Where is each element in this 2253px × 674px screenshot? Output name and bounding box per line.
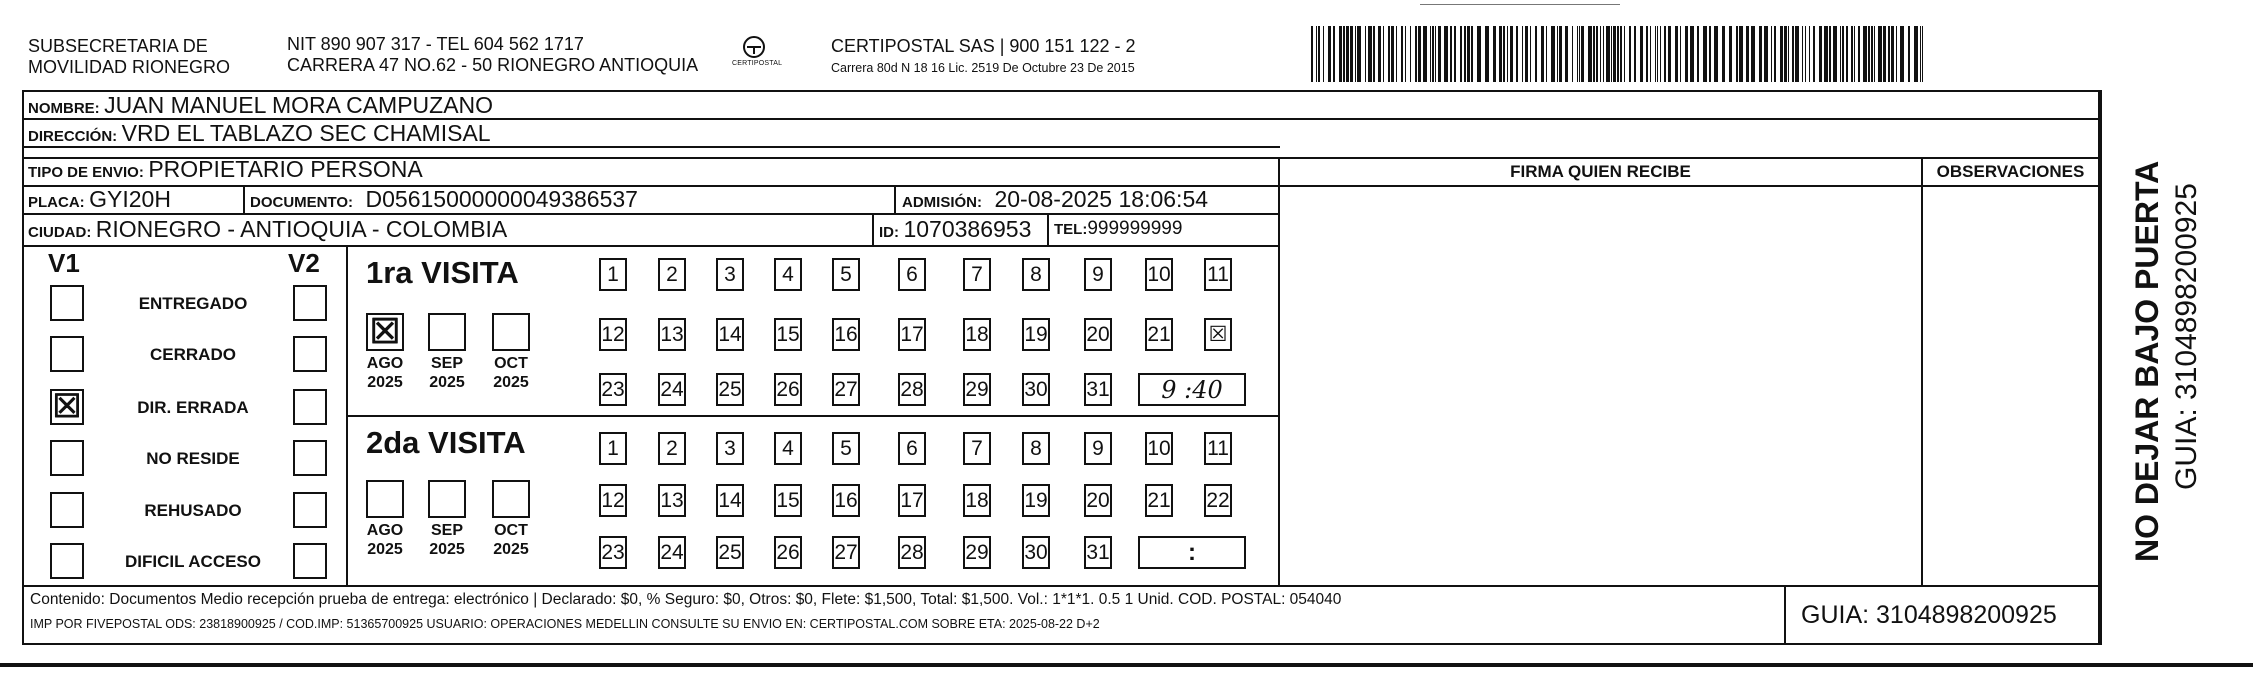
barcode-bar [1690,26,1694,82]
barcode-bar [1646,26,1648,82]
barcode-bar [1430,26,1431,82]
visit1-day-box[interactable]: 13 [658,318,686,351]
org-line-1: SUBSECRETARIA DE [28,36,208,56]
barcode-bar [1438,26,1441,82]
tel-value: 999999999 [1087,218,1183,239]
barcode-bar [1435,26,1436,82]
barcode-bar [1572,26,1573,82]
barcode-bar [1746,26,1749,82]
footer-guia: GUIA: 3104898200925 [1801,601,2057,629]
visit1-time[interactable]: 9 :40 [1138,373,1246,406]
visit1-day-box[interactable]: 24 [658,373,686,406]
visit1-day-box[interactable]: 3 [716,258,744,291]
visit2-month-box[interactable] [428,480,466,518]
barcode-bar [1593,26,1595,82]
barcode-bar [1774,26,1776,82]
side-guia: GUIA: 3104898200925 [2170,183,2203,490]
visit2-day-box[interactable]: 9 [1084,432,1112,465]
barcode-bar [1565,26,1568,82]
barcode-bar [1493,26,1496,82]
status-label: NO RESIDE [146,449,240,468]
org-line-2: MOVILIDAD RIONEGRO [28,57,231,77]
barcode-bar [1863,26,1867,82]
barcode-bar [1788,26,1789,82]
visit2-day-box[interactable]: 20 [1084,484,1112,517]
company-info [831,36,1136,76]
visit1-title: 1ra VISITA [366,255,519,290]
barcode-bar [1722,26,1725,82]
barcode-bar [1874,26,1875,82]
barcode-bar [1739,26,1743,82]
barcode-bar [1464,26,1466,82]
status-v2-checkbox[interactable] [293,440,327,476]
barcode-bar [1507,26,1508,82]
barcode-bar [1846,26,1848,82]
visit2-day-box[interactable]: 4 [774,432,802,465]
barcode-bar [1709,26,1711,82]
visit1-day-box[interactable]: 18 [963,318,991,351]
month-name: OCT [494,522,528,539]
month-name: SEP [430,355,463,372]
visit1-day-box[interactable]: 28 [898,373,926,406]
barcode-bar [1603,26,1604,82]
visit1-day-box[interactable]: 23 [599,373,627,406]
barcode-bar [1503,26,1505,82]
admision-label: ADMISIÓN: [902,194,982,211]
visit2-month-label [357,521,413,559]
visit2-day-box[interactable]: 28 [898,536,926,569]
visit2-day-box[interactable]: 15 [774,484,802,517]
barcode-bar [1600,26,1601,82]
barcode-bar [1405,26,1406,82]
barcode-bar [1460,26,1462,82]
ciudad-label: CIUDAD: [28,224,92,241]
status-v2-checkbox[interactable] [293,389,327,425]
tel-field [1054,215,1182,244]
visit1-day-box[interactable]: 10 [1145,258,1173,291]
barcode-bar [1759,26,1762,82]
barcode-bar [1323,26,1324,82]
logo-text: CERTIPOSTAL [732,60,783,67]
barcode-bar [1383,26,1384,82]
status-v2-checkbox[interactable] [293,336,327,372]
barcode-bar [1581,26,1584,82]
visit2-day-box[interactable]: 22 [1204,484,1232,517]
visit1-day-box[interactable]: 1 [599,258,627,291]
barcode-bar [1657,26,1658,82]
barcode-bar [1510,26,1513,82]
direccion-value: VRD EL TABLAZO SEC CHAMISAL [121,120,491,146]
ciudad-value: RIONEGRO - ANTIOQUIA - COLOMBIA [95,216,508,242]
barcode-bar [1824,26,1828,82]
address-line: CARRERA 47 NO.62 - 50 RIONEGRO ANTIOQUIA [287,55,699,75]
documento-field [250,185,638,217]
month-name: OCT [494,355,528,372]
visit2-month-label [483,521,539,559]
status-v2-checkbox[interactable] [293,492,327,528]
footer-imp: IMP POR FIVEPOSTAL ODS: 23818900925 / COD.IMP: 51365700925 USUARIO: OPERACIONES MEDELLIN CONSULTE SU ENVIO EN: CERTIPOSTAL.COM SOBRE ETA: 2025-08-22 D+2 [30,617,1100,631]
barcode-bar [1664,26,1666,82]
barcode-bar [1655,26,1656,82]
footer-contenido: Contenido: Documentos Medio recepción prueba de entrega: electrónico | Declarado: $0, % Seguro: $0, Otros: $0, Flete: $1,500, Total: $1,500. Vol.: 1*1*1. 0.5 1 Unid. COD. POSTAL: 054040 [30,591,1342,608]
barcode-bar [1557,26,1558,82]
visit2-day-box[interactable]: 21 [1145,484,1173,517]
visit1-month-box[interactable] [492,313,530,351]
barcode-bar [1833,26,1837,82]
visit1-day-box[interactable]: 25 [716,373,744,406]
status-v1-checkbox[interactable] [50,492,84,528]
barcode-bar [1346,26,1349,82]
visit2-month-box[interactable] [492,480,530,518]
company-line: CERTIPOSTAL SAS | 900 151 122 - 2 [831,36,1136,56]
status-label: ENTREGADO [138,294,248,313]
visit1-day-box[interactable]: 12 [599,318,627,351]
visit1-day-box[interactable]: 16 [832,318,860,351]
barcode-bar [1525,26,1528,82]
visit2-day-box[interactable]: 29 [963,536,991,569]
barcode-bar [1792,26,1794,82]
barcode-bar [1703,26,1707,82]
visit2-day-box[interactable]: 31 [1084,536,1112,569]
barcode-bar [1343,26,1345,82]
license-line: Carrera 80d N 18 16 Lic. 2519 De Octubre 23 De 2015 [831,61,1135,75]
barcode-bar [1660,26,1661,82]
no-dejar-bajo-puerta: NO DEJAR BAJO PUERTA [2129,160,2165,562]
visit1-day-box[interactable]: ☒ [1204,318,1232,351]
barcode-bar [1596,26,1598,82]
barcode-bar [1829,26,1831,82]
barcode-bar [1840,26,1841,82]
visit1-day-box[interactable]: 29 [963,373,991,406]
visit2-day-box[interactable]: 1 [599,432,627,465]
bottom-shadow-rule [0,663,2253,667]
barcode-bar [1613,26,1616,82]
nombre-label: NOMBRE: [28,100,100,117]
barcode-bar [1339,26,1342,82]
tel-label: TEL: [1054,221,1088,238]
barcode-bar [1588,26,1592,82]
month-name: AGO [366,522,404,539]
barcode-bar [1432,26,1434,82]
visit2-day-box[interactable]: 25 [716,536,744,569]
visit2-title: 2da VISITA [366,425,526,460]
barcode-bar [1629,26,1631,82]
documento-label: DOCUMENTO: [250,194,354,211]
visit2-day-box[interactable]: 30 [1022,536,1050,569]
visit2-day-box[interactable]: 3 [716,432,744,465]
tipo-envio-field [28,155,423,187]
status-label: CERRADO [150,345,236,364]
visit1-day-box[interactable]: 2 [658,258,686,291]
visit1-month-label [483,354,539,392]
barcode-bar [1499,26,1502,82]
status-label: REHUSADO [144,501,242,520]
barcode-bar [1551,26,1555,82]
barcode-bar [1620,26,1622,82]
status-label: DIR. ERRADA [137,398,249,417]
visit1-month-box[interactable] [428,313,466,351]
barcode-bar [1546,26,1547,82]
visit1-day-box[interactable]: 14 [716,318,744,351]
barcode-bar [1423,26,1427,82]
barcode-bar [1530,26,1531,82]
placa-value: GYI20H [89,186,171,212]
visit2-day-box[interactable]: 13 [658,484,686,517]
visit2-day-box[interactable]: 7 [963,432,991,465]
visit1-day-box[interactable]: 4 [774,258,802,291]
barcode-bar [1328,26,1331,82]
barcode-bar [1764,26,1768,82]
barcode [1311,26,1927,82]
visit2-day-box[interactable]: 23 [599,536,627,569]
visit1-month-label [419,354,475,392]
visit1-month-box[interactable]: ☒ [366,313,404,351]
visit2-day-box[interactable]: 18 [963,484,991,517]
admision-field [902,185,1208,217]
visit2-day-box[interactable]: 2 [658,432,686,465]
visit1-day-box[interactable]: 15 [774,318,802,351]
barcode-bar [1535,26,1537,82]
month-year: 2025 [429,374,465,391]
barcode-bar [1316,26,1317,82]
barcode-bar [1858,26,1860,82]
barcode-bar [1896,26,1897,82]
barcode-bar [1365,26,1366,82]
barcode-bar [1541,26,1544,82]
barcode-bar [1373,26,1375,82]
visit2-day-box[interactable]: 8 [1022,432,1050,465]
barcode-bar [1680,26,1681,82]
visit2-day-box[interactable]: 16 [832,484,860,517]
barcode-bar [1809,26,1810,82]
visit2-day-box[interactable]: 5 [832,432,860,465]
visit1-day-box[interactable]: 11 [1204,258,1232,291]
visit1-day-box[interactable]: 6 [898,258,926,291]
barcode-bar [1579,26,1580,82]
placa-label: PLACA: [28,194,85,211]
barcode-bar [1350,26,1353,82]
barcode-bar [1908,26,1910,82]
id-value: 1070386953 [903,216,1032,242]
month-year: 2025 [367,374,403,391]
visit2-day-box[interactable]: 11 [1204,432,1232,465]
direccion-label: DIRECCIÓN: [28,128,118,145]
visit1-month-label [357,354,413,392]
barcode-bar [1454,26,1456,82]
barcode-bar [1922,26,1923,82]
month-name: AGO [366,355,404,372]
status-v2-checkbox[interactable] [293,543,327,579]
barcode-bar [1900,26,1904,82]
visit2-day-box[interactable]: 10 [1145,432,1173,465]
firma-area[interactable] [1280,186,1920,584]
visit2-time[interactable]: : [1138,536,1246,569]
visit1-day-box[interactable]: 31 [1084,373,1112,406]
barcode-bar [1871,26,1873,82]
visit1-day-box[interactable]: 21 [1145,318,1173,351]
barcode-bar [1819,26,1822,82]
barcode-bar [1559,26,1562,82]
barcode-bar [1784,26,1787,82]
nit-line: NIT 890 907 317 - TEL 604 562 1717 [287,34,584,54]
barcode-bar [1729,26,1732,82]
barcode-bar [1418,26,1421,82]
documento-value: D05615000000049386537 [365,186,638,212]
visit1-day-box[interactable]: 17 [898,318,926,351]
visit1-day-box[interactable]: 30 [1022,373,1050,406]
barcode-bar [1378,26,1381,82]
v1-label: V1 [48,248,80,278]
barcode-bar [1388,26,1390,82]
barcode-bar [1795,26,1799,82]
barcode-bar [1868,26,1870,82]
observaciones-label: OBSERVACIONES [1936,162,2085,181]
barcode-bar [1391,26,1394,82]
barcode-bar [1878,26,1882,82]
ciudad-field [28,215,507,247]
visit2-month-label [419,521,475,559]
barcode-bar [1396,26,1397,82]
visit2-day-box[interactable]: 12 [599,484,627,517]
barcode-bar [1675,26,1678,82]
barcode-bar [1516,26,1518,82]
barcode-bar [1634,26,1636,82]
visit1-day-box[interactable]: 8 [1022,258,1050,291]
visit1-day-box[interactable]: 27 [832,373,860,406]
barcode-bar [1611,26,1612,82]
visit1-day-box[interactable]: 9 [1084,258,1112,291]
visit2-day-box[interactable]: 17 [898,484,926,517]
barcode-bar [1854,26,1855,82]
barcode-bar [1842,26,1844,82]
visit1-day-box[interactable]: 19 [1022,318,1050,351]
month-year: 2025 [367,541,403,558]
barcode-bar [1780,26,1783,82]
barcode-bar [1624,26,1625,82]
visit1-day-box[interactable]: 20 [1084,318,1112,351]
barcode-bar [1522,26,1523,82]
issuer-info [287,34,698,76]
status-v1-checkbox[interactable] [50,336,84,372]
status-v1-checkbox[interactable] [50,543,84,579]
tipo-envio-label: TIPO DE ENVIO: [28,164,144,181]
visit2-day-box[interactable]: 19 [1022,484,1050,517]
barcode-bar [1577,26,1578,82]
visit2-day-box[interactable]: 24 [658,536,686,569]
nombre-value: JUAN MANUEL MORA CAMPUZANO [104,92,494,118]
barcode-bar [1640,26,1643,82]
visit2-day-box[interactable]: 27 [832,536,860,569]
admision-value: 20-08-2025 18:06:54 [994,186,1209,212]
barcode-bar [1318,26,1320,82]
month-year: 2025 [493,374,529,391]
barcode-bar [1851,26,1853,82]
direccion-field [28,119,491,151]
id-label: ID: [879,224,899,241]
barcode-bar [1355,26,1356,82]
barcode-bar [1685,26,1688,82]
barcode-bar [1751,26,1755,82]
barcode-bar [1606,26,1610,82]
barcode-bar [1802,26,1803,82]
visit2-day-box[interactable]: 6 [898,432,926,465]
observaciones-area[interactable] [1923,186,2097,584]
barcode-bar [1415,26,1417,82]
tipo-envio-value: PROPIETARIO PERSONA [148,156,423,182]
barcode-bar [1650,26,1651,82]
barcode-bar [1444,26,1448,82]
barcode-bar [1410,26,1411,82]
month-name: SEP [430,522,463,539]
barcode-bar [1477,26,1481,82]
status-v2-checkbox[interactable] [293,285,327,321]
barcode-bar [1311,26,1313,82]
certipostal-logo [732,34,783,74]
barcode-bar [1668,26,1671,82]
barcode-bar [1467,26,1470,82]
barcode-bar [1883,26,1886,82]
barcode-bar [1485,26,1489,82]
barcode-bar [1914,26,1918,82]
barcode-bar [1714,26,1718,82]
visit1-day-box[interactable]: 26 [774,373,802,406]
visit2-month-box[interactable] [366,480,404,518]
visit1-day-box[interactable]: 7 [963,258,991,291]
org-name [28,36,230,78]
visit2-day-box[interactable]: 14 [716,484,744,517]
barcode-bar [1617,26,1619,82]
firma-label: FIRMA QUIEN RECIBE [1510,162,1691,181]
visit2-day-box[interactable]: 26 [774,536,802,569]
barcode-bar [1891,26,1894,82]
barcode-bar [1771,26,1772,82]
barcode-bar [1401,26,1403,82]
month-year: 2025 [429,541,465,558]
barcode-bar [1368,26,1372,82]
status-v1-checkbox[interactable] [50,440,84,476]
barcode-bar [1450,26,1452,82]
barcode-bar [1813,26,1815,82]
placa-field [28,185,171,217]
barcode-bar [1920,26,1921,82]
status-v1-checkbox[interactable] [50,285,84,321]
visit1-day-box[interactable]: 5 [832,258,860,291]
v2-label: V2 [288,248,320,278]
barcode-bar [1333,26,1335,82]
status-label: DIFICIL ACCESO [124,552,261,571]
month-year: 2025 [493,541,529,558]
barcode-bar [1697,26,1699,82]
barcode-bar [1736,26,1738,82]
barcode-bar [1805,26,1806,82]
barcode-bar [1471,26,1473,82]
barcode-bar [1357,26,1361,82]
status-v1-checkbox[interactable]: ☒ [50,389,84,425]
barcode-bar [1888,26,1890,82]
id-field [879,215,1031,247]
